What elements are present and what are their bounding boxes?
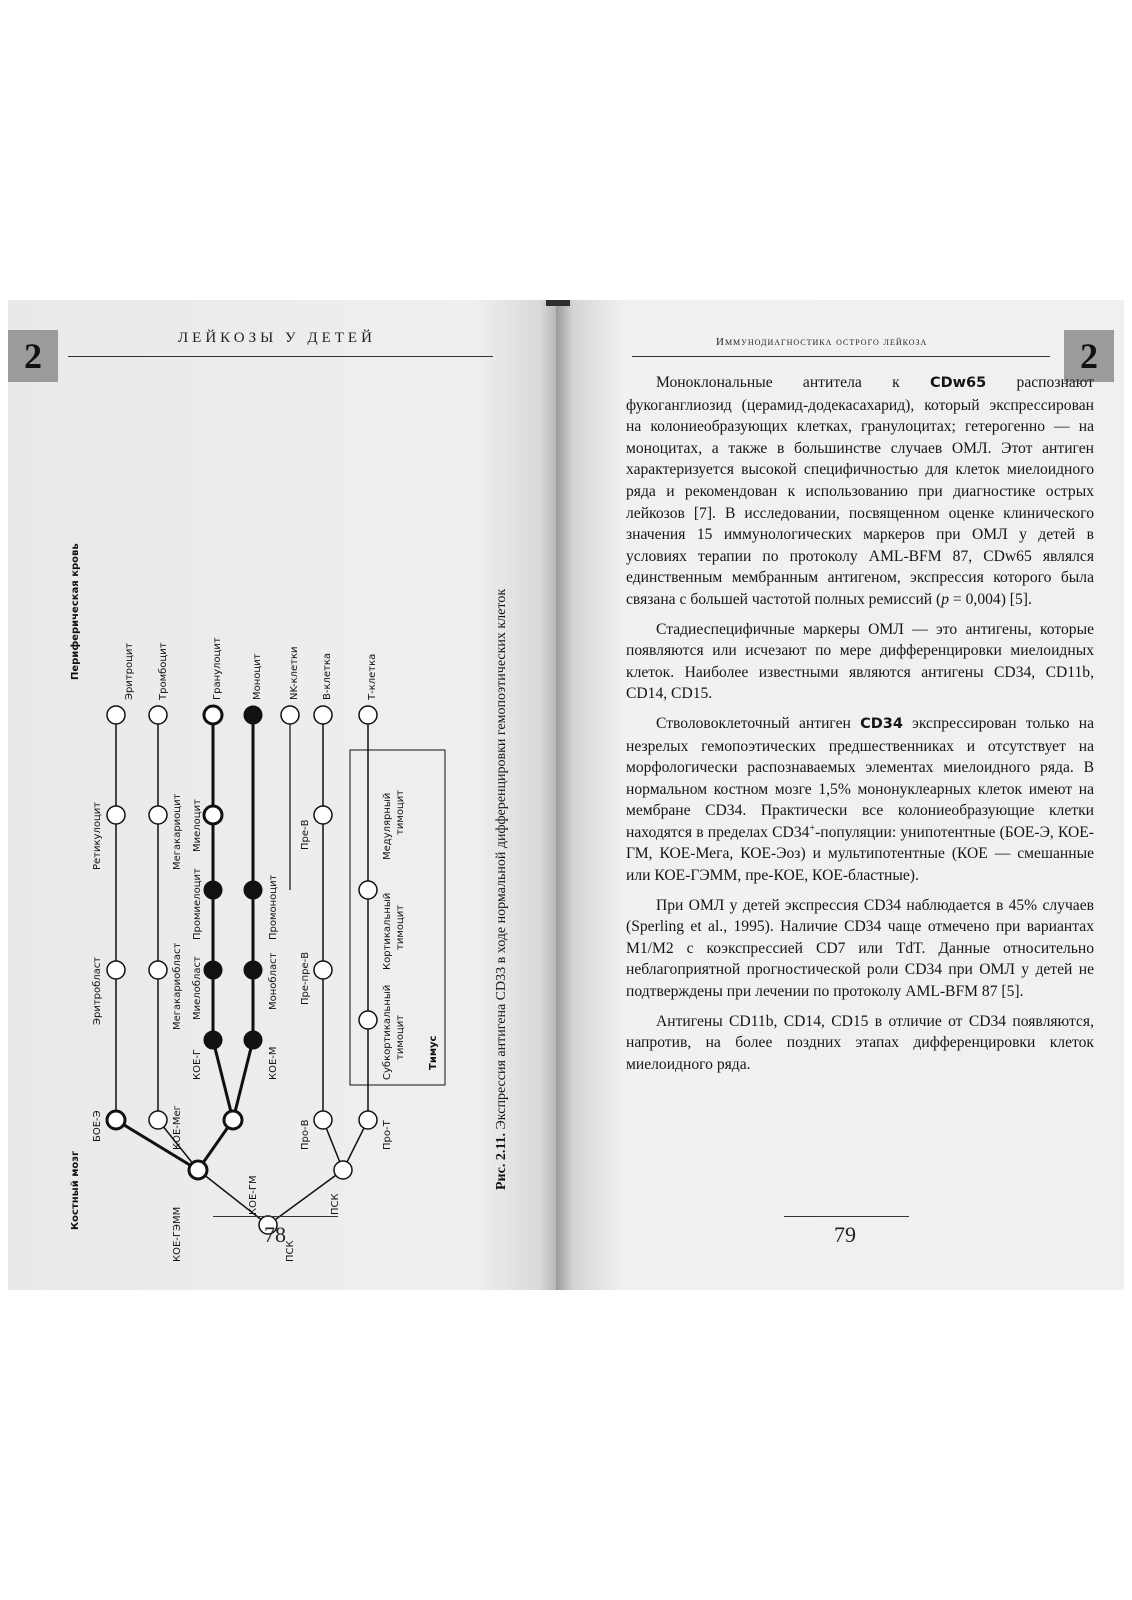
label-pro-t: Про-Т bbox=[382, 1120, 393, 1150]
header-peripheral-blood: Периферическая кровь bbox=[70, 543, 81, 680]
label-koe-gm: КОЕ-ГМ bbox=[248, 1175, 259, 1215]
header-rule bbox=[68, 356, 493, 357]
label-myelocyte: Миелоцит bbox=[192, 799, 203, 852]
running-head: Иммунодиагностика острого лейкоза bbox=[716, 336, 928, 348]
label-psk: ПСК bbox=[285, 1240, 296, 1262]
differentiation-diagram bbox=[68, 450, 518, 1270]
label-erythrocyte: Эритроцит bbox=[124, 642, 135, 700]
label-koe-g: КОЕ-Г bbox=[192, 1049, 203, 1080]
paragraph: Моноклональные антитела к CDw65 распознают фукоганглиозид (церамид-додекасахарид), который экспрессирован на колониеобразующих клетках, гранулоцитах; гетерогенно — на моноцитах, а также в большинстве случаев ОМЛ. Этот антиген характеризуется высокой специфичностью для клеток миелоидного ряда и рекомендован к использованию при диагностике острых лейкозов [7]. В исследовании, посвященном оценке клинического значения 15 иммунологических маркеров при ОМЛ у детей в условиях терапии по протоколу AML-BFM 87, CDw65 являлся единственным мембранным антигеном, экспрессия которого была связана с большей частотой полных ремиссий (p = 0,004) [5]. bbox=[626, 374, 1095, 608]
body-text bbox=[626, 372, 1094, 1083]
label-cortical-1: Кортикальный bbox=[382, 892, 393, 970]
page-number: 79 bbox=[834, 1222, 856, 1247]
label-reticulocyte: Ретикулоцит bbox=[92, 801, 103, 870]
right-page bbox=[556, 300, 1124, 1290]
running-head: ЛЕЙКОЗЫ У ДЕТЕЙ bbox=[178, 330, 376, 346]
label-promyelocyte: Промиелоцит bbox=[192, 868, 203, 940]
label-medullary-2: тимоцит bbox=[395, 789, 406, 835]
label-subcortical-2: тимоцит bbox=[395, 1014, 406, 1060]
column-headers bbox=[69, 543, 81, 1230]
label-subcortical-1: Субкортикальный bbox=[382, 984, 393, 1080]
label-medullary-1: Медулярный bbox=[382, 792, 393, 860]
header-bone-marrow: Костный мозг bbox=[70, 1150, 81, 1230]
label-nk-cells: NK-клетки bbox=[289, 646, 300, 700]
paragraph: Стадиеспецифичные маркеры ОМЛ — это антигены, которые появляются или исчезают по мере дифференцировки миелоидных клеток. Наиболее известными являются антигены CD34, CD11b, CD14, CD15. bbox=[626, 620, 1094, 703]
left-page bbox=[8, 300, 556, 1290]
paragraph: При ОМЛ у детей экспрессия CD34 наблюдается в 45% случаев (Sperling et al., 1995). Наличие CD34 чаще отмечено при вариантах M1/M2 с коэкспрессией CD7 или TdT. Данные относительно неблагоприятной прогностической роли CD34 при ОМЛ у детей не подтверждены при лечении по протоколу AML-BFM 87 [5]. bbox=[626, 896, 1094, 1001]
label-pre-pre-b: Пре-пре-В bbox=[300, 951, 311, 1005]
label-promonocyte: Промоноцит bbox=[268, 874, 279, 940]
label-granulocyte: Гранулоцит bbox=[212, 637, 223, 700]
diagram-labels bbox=[92, 637, 439, 1262]
label-koe-gemm: КОЕ-ГЭММ bbox=[172, 1206, 183, 1262]
label-erythroblast: Эритробласт bbox=[92, 956, 103, 1025]
chapter-tab: 2 bbox=[1064, 330, 1114, 382]
label-pro-b: Про-В bbox=[300, 1119, 311, 1150]
label-t-cell: Т-клетка bbox=[367, 653, 378, 700]
label-megakaryoblast: Мегакариобласт bbox=[172, 942, 183, 1030]
caption-label: Рис. 2.11. bbox=[494, 1132, 509, 1190]
page-number: 78 bbox=[264, 1222, 286, 1247]
label-koe-meg: КОЕ-Мег bbox=[172, 1105, 183, 1150]
figure-caption bbox=[494, 510, 522, 1190]
label-boe-e: БОЕ-Э bbox=[92, 1110, 103, 1142]
label-thrombocyte: Тромбоцит bbox=[158, 642, 169, 700]
label-cortical-2: тимоцит bbox=[395, 904, 406, 950]
label-thymus: Тимус bbox=[428, 1035, 439, 1070]
label-pre-b: Пре-В bbox=[300, 819, 311, 850]
footer-rule bbox=[213, 1216, 338, 1217]
paragraph: Стволовоклеточный антиген CD34 экспрессирован только на незрелых гемопоэтических предшественниках и отсутствует на морфологически распознаваемых элементах миелоидного ряда. В нормальном костном мозге 1,5% мононуклеарных клеток имеют на мембране CD34. Практически все колониеобразующие клетки находятся в пределах CD34+-популяции: унипотентные (БОЕ-Э, КОЕ-ГМ, КОЕ-Мега, КОЕ-Эоз) и мультипотентные (КОЕ — смешанные или КОЕ-ГЭММ, пре-КОЕ, КОЕ-бластные). bbox=[626, 714, 1094, 885]
label-megakaryocyte: Мегакариоцит bbox=[172, 793, 183, 870]
caption-text: Экспрессия антигена CD33 в ходе нормальной дифференцировки гемопоэтических клеток bbox=[494, 588, 509, 1130]
chapter-tab: 2 bbox=[8, 330, 58, 382]
book-spread bbox=[8, 300, 1124, 1290]
paragraph: Антигены CD11b, CD14, CD15 в отличие от CD34 появляются, напротив, на более поздних этапах дифференцировки клеток миелоидного ряда. bbox=[626, 1012, 1094, 1073]
label-b-cell: В-клетка bbox=[322, 652, 333, 700]
label-monocyte: Моноцит bbox=[252, 653, 263, 700]
header-rule bbox=[632, 356, 1050, 357]
spine-shadow bbox=[546, 300, 570, 306]
label-myeloblast: Миелобласт bbox=[192, 956, 203, 1020]
label-psk-lymphoid: ПСК bbox=[330, 1193, 341, 1215]
label-koe-m: КОЕ-М bbox=[268, 1046, 279, 1080]
footer-rule bbox=[784, 1216, 909, 1217]
label-monoblast: Монобласт bbox=[268, 952, 279, 1010]
